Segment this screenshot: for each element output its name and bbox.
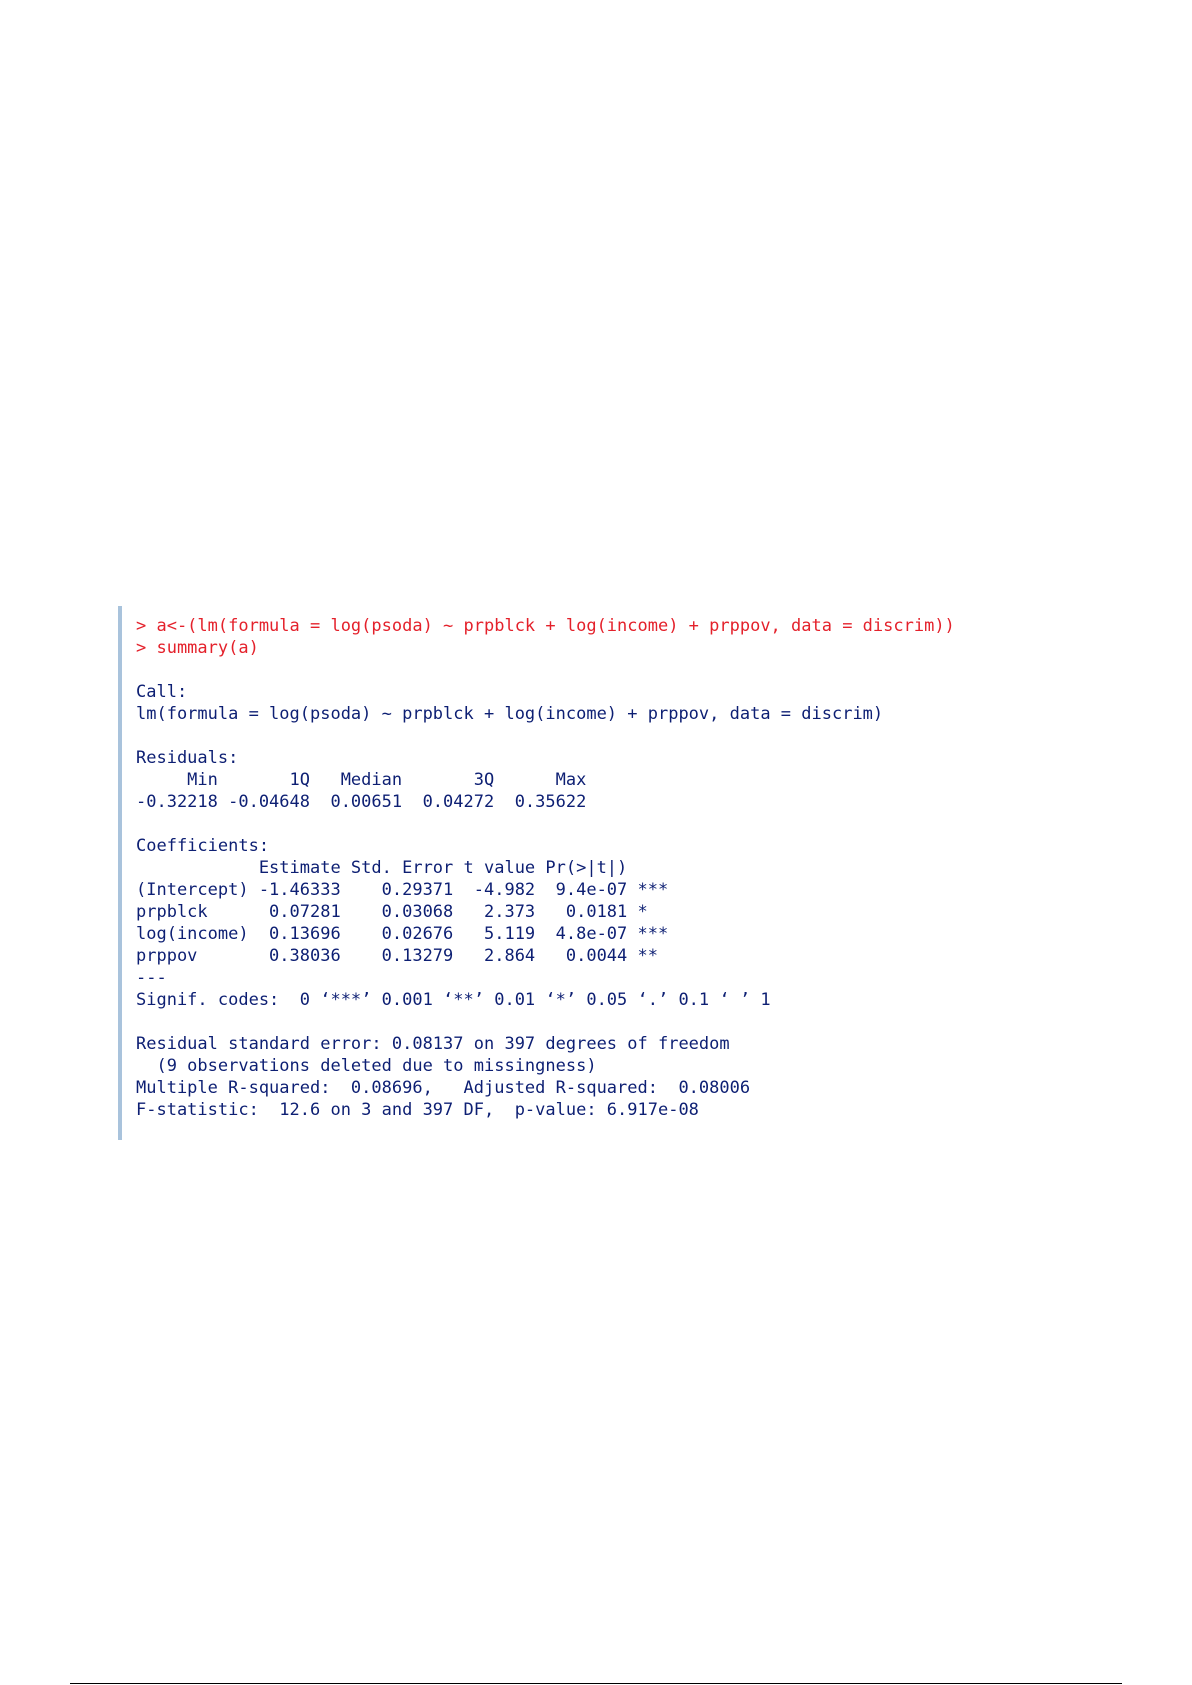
- console-command-line[interactable]: > a<-(lm(formula = log(psoda) ~ prpblck + log(income) + prppov, data = discrim)): [136, 616, 955, 636]
- console-output-line: prpblck 0.07281 0.03068 2.373 0.0181 *: [136, 902, 648, 922]
- page-divider: [70, 1683, 1122, 1684]
- console-output-line: [136, 1011, 955, 1033]
- console-output-line: Call:: [136, 682, 188, 702]
- console-output-line: ---: [136, 968, 167, 988]
- console-output-line: log(income) 0.13696 0.02676 5.119 4.8e-07 ***: [136, 924, 669, 944]
- console-output-line: Signif. codes: 0 ‘***’ 0.001 ‘**’ 0.01 ‘*’ 0.05 ‘.’ 0.1 ‘ ’ 1: [136, 990, 771, 1010]
- console-output-line: Multiple R-squared: 0.08696, Adjusted R-squared: 0.08006: [136, 1078, 751, 1098]
- console-output-line: (9 observations deleted due to missingness): [136, 1056, 597, 1076]
- console-command-line[interactable]: > summary(a): [136, 638, 259, 658]
- console-output-line: prppov 0.38036 0.13279 2.864 0.0044 **: [136, 946, 658, 966]
- console-output-line: Coefficients:: [136, 836, 270, 856]
- console-output-line: [136, 813, 955, 835]
- console-output-line: Residual standard error: 0.08137 on 397 degrees of freedom: [136, 1034, 730, 1054]
- console-output-line: Residuals:: [136, 748, 239, 768]
- console-output-line: [136, 1121, 955, 1143]
- console-output-line: Min 1Q Median 3Q Max: [136, 770, 587, 790]
- console-output-line: (Intercept) -1.46333 0.29371 -4.982 9.4e-07 ***: [136, 880, 669, 900]
- console-output-line: [136, 659, 955, 681]
- console-output-line: -0.32218 -0.04648 0.00651 0.04272 0.35622: [136, 792, 587, 812]
- console-output-line: Estimate Std. Error t value Pr(>|t|): [136, 858, 628, 878]
- r-console-panel: [118, 606, 1022, 1140]
- console-output: [136, 615, 955, 1143]
- console-output-line: lm(formula = log(psoda) ~ prpblck + log(income) + prppov, data = discrim): [136, 704, 884, 724]
- console-output-line: F-statistic: 12.6 on 3 and 397 DF, p-value: 6.917e-08: [136, 1100, 699, 1120]
- console-output-line: [136, 725, 955, 747]
